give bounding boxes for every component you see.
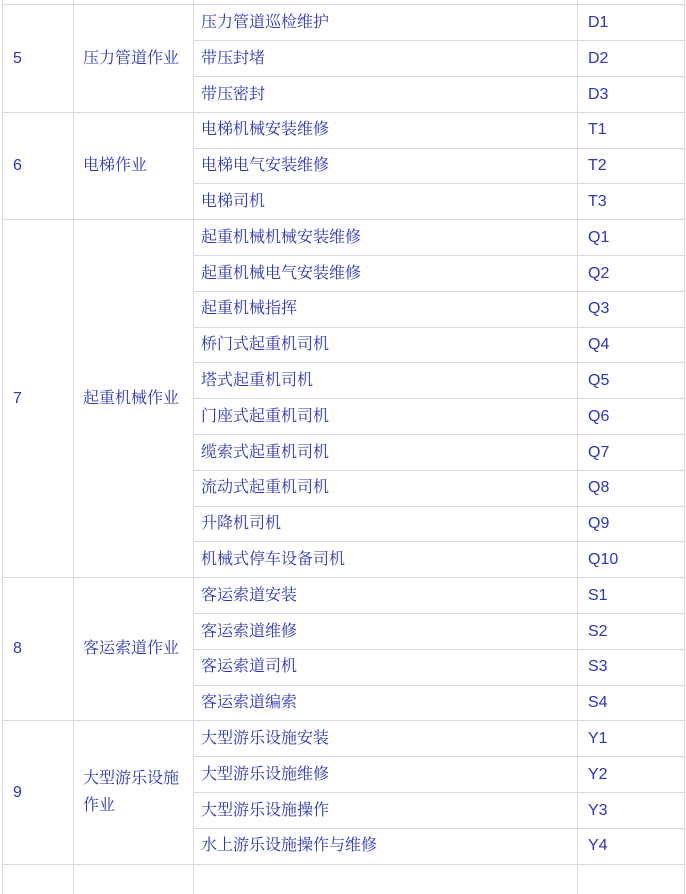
item-code-cell: Y1 <box>578 721 685 757</box>
item-name-cell: 大型游乐设施维修 <box>194 757 578 793</box>
row-number-cell: 7 <box>3 220 74 578</box>
item-name-cell: 起重机械机械安装维修 <box>194 220 578 256</box>
item-name-cell: 机械式停车设备司机 <box>194 542 578 578</box>
item-name-cell: 客运索道司机 <box>194 649 578 685</box>
item-code-cell: T2 <box>578 148 685 184</box>
item-code-cell: Q5 <box>578 363 685 399</box>
item-name-cell: 缆索式起重机司机 <box>194 434 578 470</box>
item-code-cell: Q2 <box>578 255 685 291</box>
item-code-cell: S3 <box>578 649 685 685</box>
table-row <box>3 112 685 148</box>
item-name-cell: 客运索道维修 <box>194 613 578 649</box>
item-code-cell: D3 <box>578 77 685 113</box>
spacer-cell <box>3 864 74 894</box>
item-name-cell: 压力管道巡检维护 <box>194 5 578 41</box>
table-row <box>3 5 685 41</box>
item-name-cell: 升降机司机 <box>194 506 578 542</box>
item-code-cell: T1 <box>578 112 685 148</box>
item-code-cell: Q8 <box>578 470 685 506</box>
row-number-cell: 5 <box>3 5 74 112</box>
clipped-partial-row <box>3 864 685 894</box>
category-cell: 电梯作业 <box>74 112 194 219</box>
certification-table <box>2 0 685 894</box>
item-name-cell: 带压封堵 <box>194 41 578 77</box>
item-code-cell: Y2 <box>578 757 685 793</box>
item-name-cell: 电梯机械安装维修 <box>194 112 578 148</box>
row-number-cell: 8 <box>3 578 74 721</box>
item-name-cell: 桥门式起重机司机 <box>194 327 578 363</box>
item-name-cell: 起重机械电气安装维修 <box>194 255 578 291</box>
item-code-cell: Q9 <box>578 506 685 542</box>
spacer-cell <box>194 864 578 894</box>
item-name-cell: 客运索道编索 <box>194 685 578 721</box>
item-name-cell: 大型游乐设施安装 <box>194 721 578 757</box>
item-code-cell: D2 <box>578 41 685 77</box>
item-name-cell: 带压密封 <box>194 77 578 113</box>
item-code-cell: S2 <box>578 613 685 649</box>
category-cell: 压力管道作业 <box>74 5 194 112</box>
item-name-cell: 塔式起重机司机 <box>194 363 578 399</box>
category-cell: 起重机械作业 <box>74 220 194 578</box>
item-name-cell: 起重机械指挥 <box>194 291 578 327</box>
item-name-cell: 门座式起重机司机 <box>194 399 578 435</box>
item-name-cell: 客运索道安装 <box>194 578 578 614</box>
item-code-cell: Q1 <box>578 220 685 256</box>
category-cell: 大型游乐设施作业 <box>74 721 194 864</box>
row-number-cell: 6 <box>3 112 74 219</box>
item-code-cell: T3 <box>578 184 685 220</box>
item-code-cell: S4 <box>578 685 685 721</box>
row-number-cell: 9 <box>3 721 74 864</box>
table-row <box>3 220 685 256</box>
item-code-cell: Q10 <box>578 542 685 578</box>
item-code-cell: Q6 <box>578 399 685 435</box>
item-code-cell: S1 <box>578 578 685 614</box>
item-code-cell: Q7 <box>578 434 685 470</box>
spacer-cell <box>74 864 194 894</box>
category-cell: 客运索道作业 <box>74 578 194 721</box>
table-row <box>3 578 685 614</box>
item-name-cell: 电梯电气安装维修 <box>194 148 578 184</box>
table-row <box>3 721 685 757</box>
item-code-cell: Y3 <box>578 792 685 828</box>
item-name-cell: 流动式起重机司机 <box>194 470 578 506</box>
item-code-cell: Q4 <box>578 327 685 363</box>
table-body <box>3 0 685 894</box>
item-code-cell: Y4 <box>578 828 685 864</box>
item-code-cell: Q3 <box>578 291 685 327</box>
spacer-cell <box>578 864 685 894</box>
item-name-cell: 水上游乐设施操作与维修 <box>194 828 578 864</box>
item-name-cell: 大型游乐设施操作 <box>194 792 578 828</box>
item-code-cell: D1 <box>578 5 685 41</box>
item-name-cell: 电梯司机 <box>194 184 578 220</box>
